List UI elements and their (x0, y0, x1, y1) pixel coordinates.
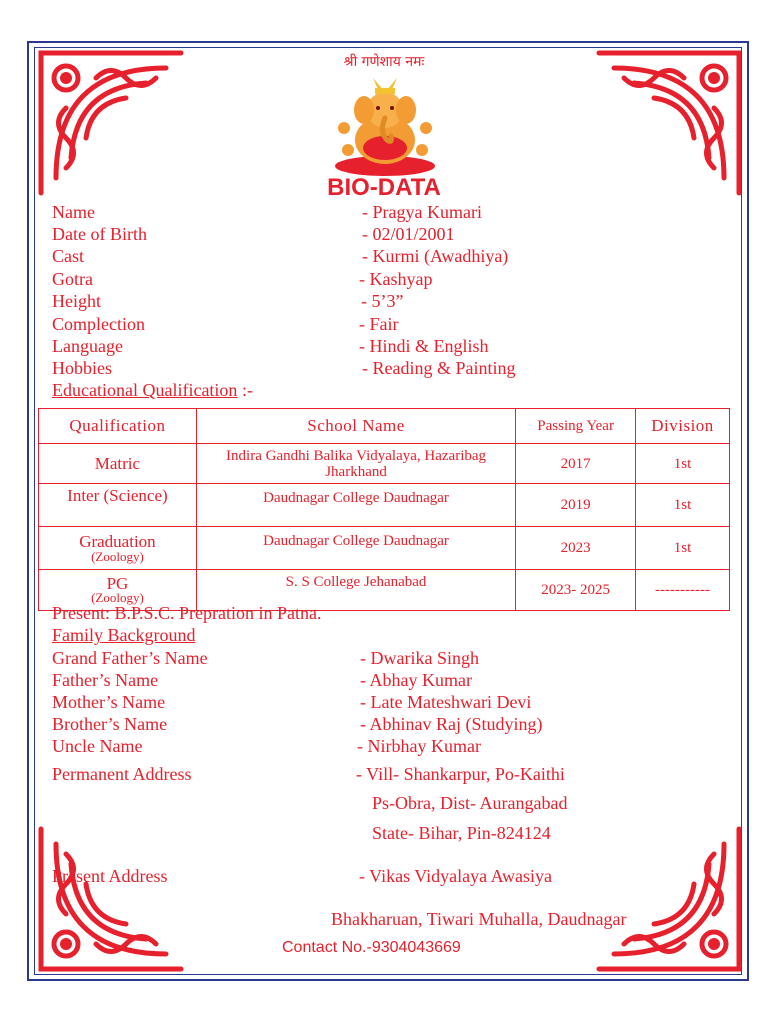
division-cell: ----------- (636, 570, 730, 611)
permanent-address-line2: Ps-Obra, Dist- Aurangabad (372, 793, 568, 813)
father-value: - Abhay Kumar (360, 670, 472, 690)
contact-number: Contact No.-9304043669 (282, 939, 461, 956)
hobbies-value: - Reading & Painting (362, 358, 516, 378)
uncle-label: Uncle Name (52, 736, 143, 756)
year-cell: 2017 (516, 444, 636, 484)
table-row (39, 484, 730, 527)
education-heading (52, 380, 253, 400)
school-cell: Indira Gandhi Balika Vidyalaya, Hazaribag Jharkhand (196, 444, 515, 484)
permanent-address-line3: State- Bihar, Pin-824124 (372, 823, 551, 843)
uncle-value: - Nirbhay Kumar (357, 736, 481, 756)
corner-ornament-bottom-right (594, 824, 744, 974)
year-cell: 2023- 2025 (516, 570, 636, 611)
education-table (38, 408, 730, 611)
grandfather-label: Grand Father’s Name (52, 648, 208, 668)
column-header: Passing Year (516, 409, 636, 444)
division-cell: 1st (636, 444, 730, 484)
complection-label: Complection (52, 314, 145, 334)
language-value: - Hindi & English (359, 336, 489, 356)
qualification-cell (39, 527, 197, 570)
qualification-name: Graduation (79, 531, 156, 551)
hobbies-label: Hobbies (52, 358, 112, 378)
page-title: BIO-DATA (327, 174, 441, 201)
permanent-address-label: Permanent Address (52, 764, 192, 784)
present-address-label: Present Address (52, 866, 168, 886)
education-heading-suffix: :- (237, 380, 253, 400)
brother-value: - Abhinav Raj (Studying) (360, 714, 543, 734)
column-header: Division (636, 409, 730, 444)
grandfather-value: - Dwarika Singh (360, 648, 479, 668)
name-value: - Pragya Kumari (362, 202, 482, 222)
qualification-cell: Matric (39, 444, 197, 484)
year-cell: 2019 (516, 484, 636, 527)
height-value: - 5’3” (361, 291, 404, 311)
table-header-row (39, 409, 730, 444)
dob-label: Date of Birth (52, 224, 147, 244)
gotra-label: Gotra (52, 269, 93, 289)
cast-value: - Kurmi (Awadhiya) (362, 246, 509, 266)
gotra-value: - Kashyap (359, 269, 433, 289)
name-label: Name (52, 202, 95, 222)
dob-value: - 02/01/2001 (362, 224, 455, 244)
school-cell: Daudnagar College Daudnagar (196, 527, 515, 570)
education-heading-text: Educational Qualification (52, 380, 238, 400)
school-cell: S. S College Jehanabad (196, 570, 515, 611)
family-heading: Family Background (52, 625, 196, 645)
mother-value: - Late Mateshwari Devi (360, 692, 532, 712)
ganesha-icon (330, 70, 440, 178)
language-label: Language (52, 336, 123, 356)
mother-label: Mother’s Name (52, 692, 166, 712)
corner-ornament-bottom-left (36, 824, 186, 974)
permanent-address-line1: - Vill- Shankarpur, Po-Kaithi (356, 764, 565, 784)
qualification-subject: (Zoology) (91, 548, 144, 564)
division-cell: 1st (636, 484, 730, 527)
year-cell: 2023 (516, 527, 636, 570)
qualification-name: PG (106, 574, 129, 593)
present-status: Present: B.P.S.C. Prepration in Patna. (52, 603, 322, 623)
height-label: Height (52, 291, 101, 311)
invocation-text: श्री गणेशाय नमः (343, 54, 425, 70)
division-cell: 1st (636, 527, 730, 570)
present-address-line1: - Vikas Vidyalaya Awasiya (359, 866, 552, 886)
table-row (39, 444, 730, 484)
complection-value: - Fair (359, 314, 399, 334)
column-header: School Name (196, 409, 515, 444)
brother-label: Brother’s Name (52, 714, 168, 734)
table-row (39, 527, 730, 570)
father-label: Father’s Name (52, 670, 159, 690)
column-header: Qualification (39, 409, 197, 444)
cast-label: Cast (52, 246, 85, 266)
present-address-line2: Bhakharuan, Tiwari Muhalla, Daudnagar (331, 909, 627, 929)
qualification-subject: (Zoology) (91, 590, 144, 605)
school-cell: Daudnagar College Daudnagar (196, 484, 515, 527)
qualification-cell: Inter (Science) (39, 484, 197, 527)
